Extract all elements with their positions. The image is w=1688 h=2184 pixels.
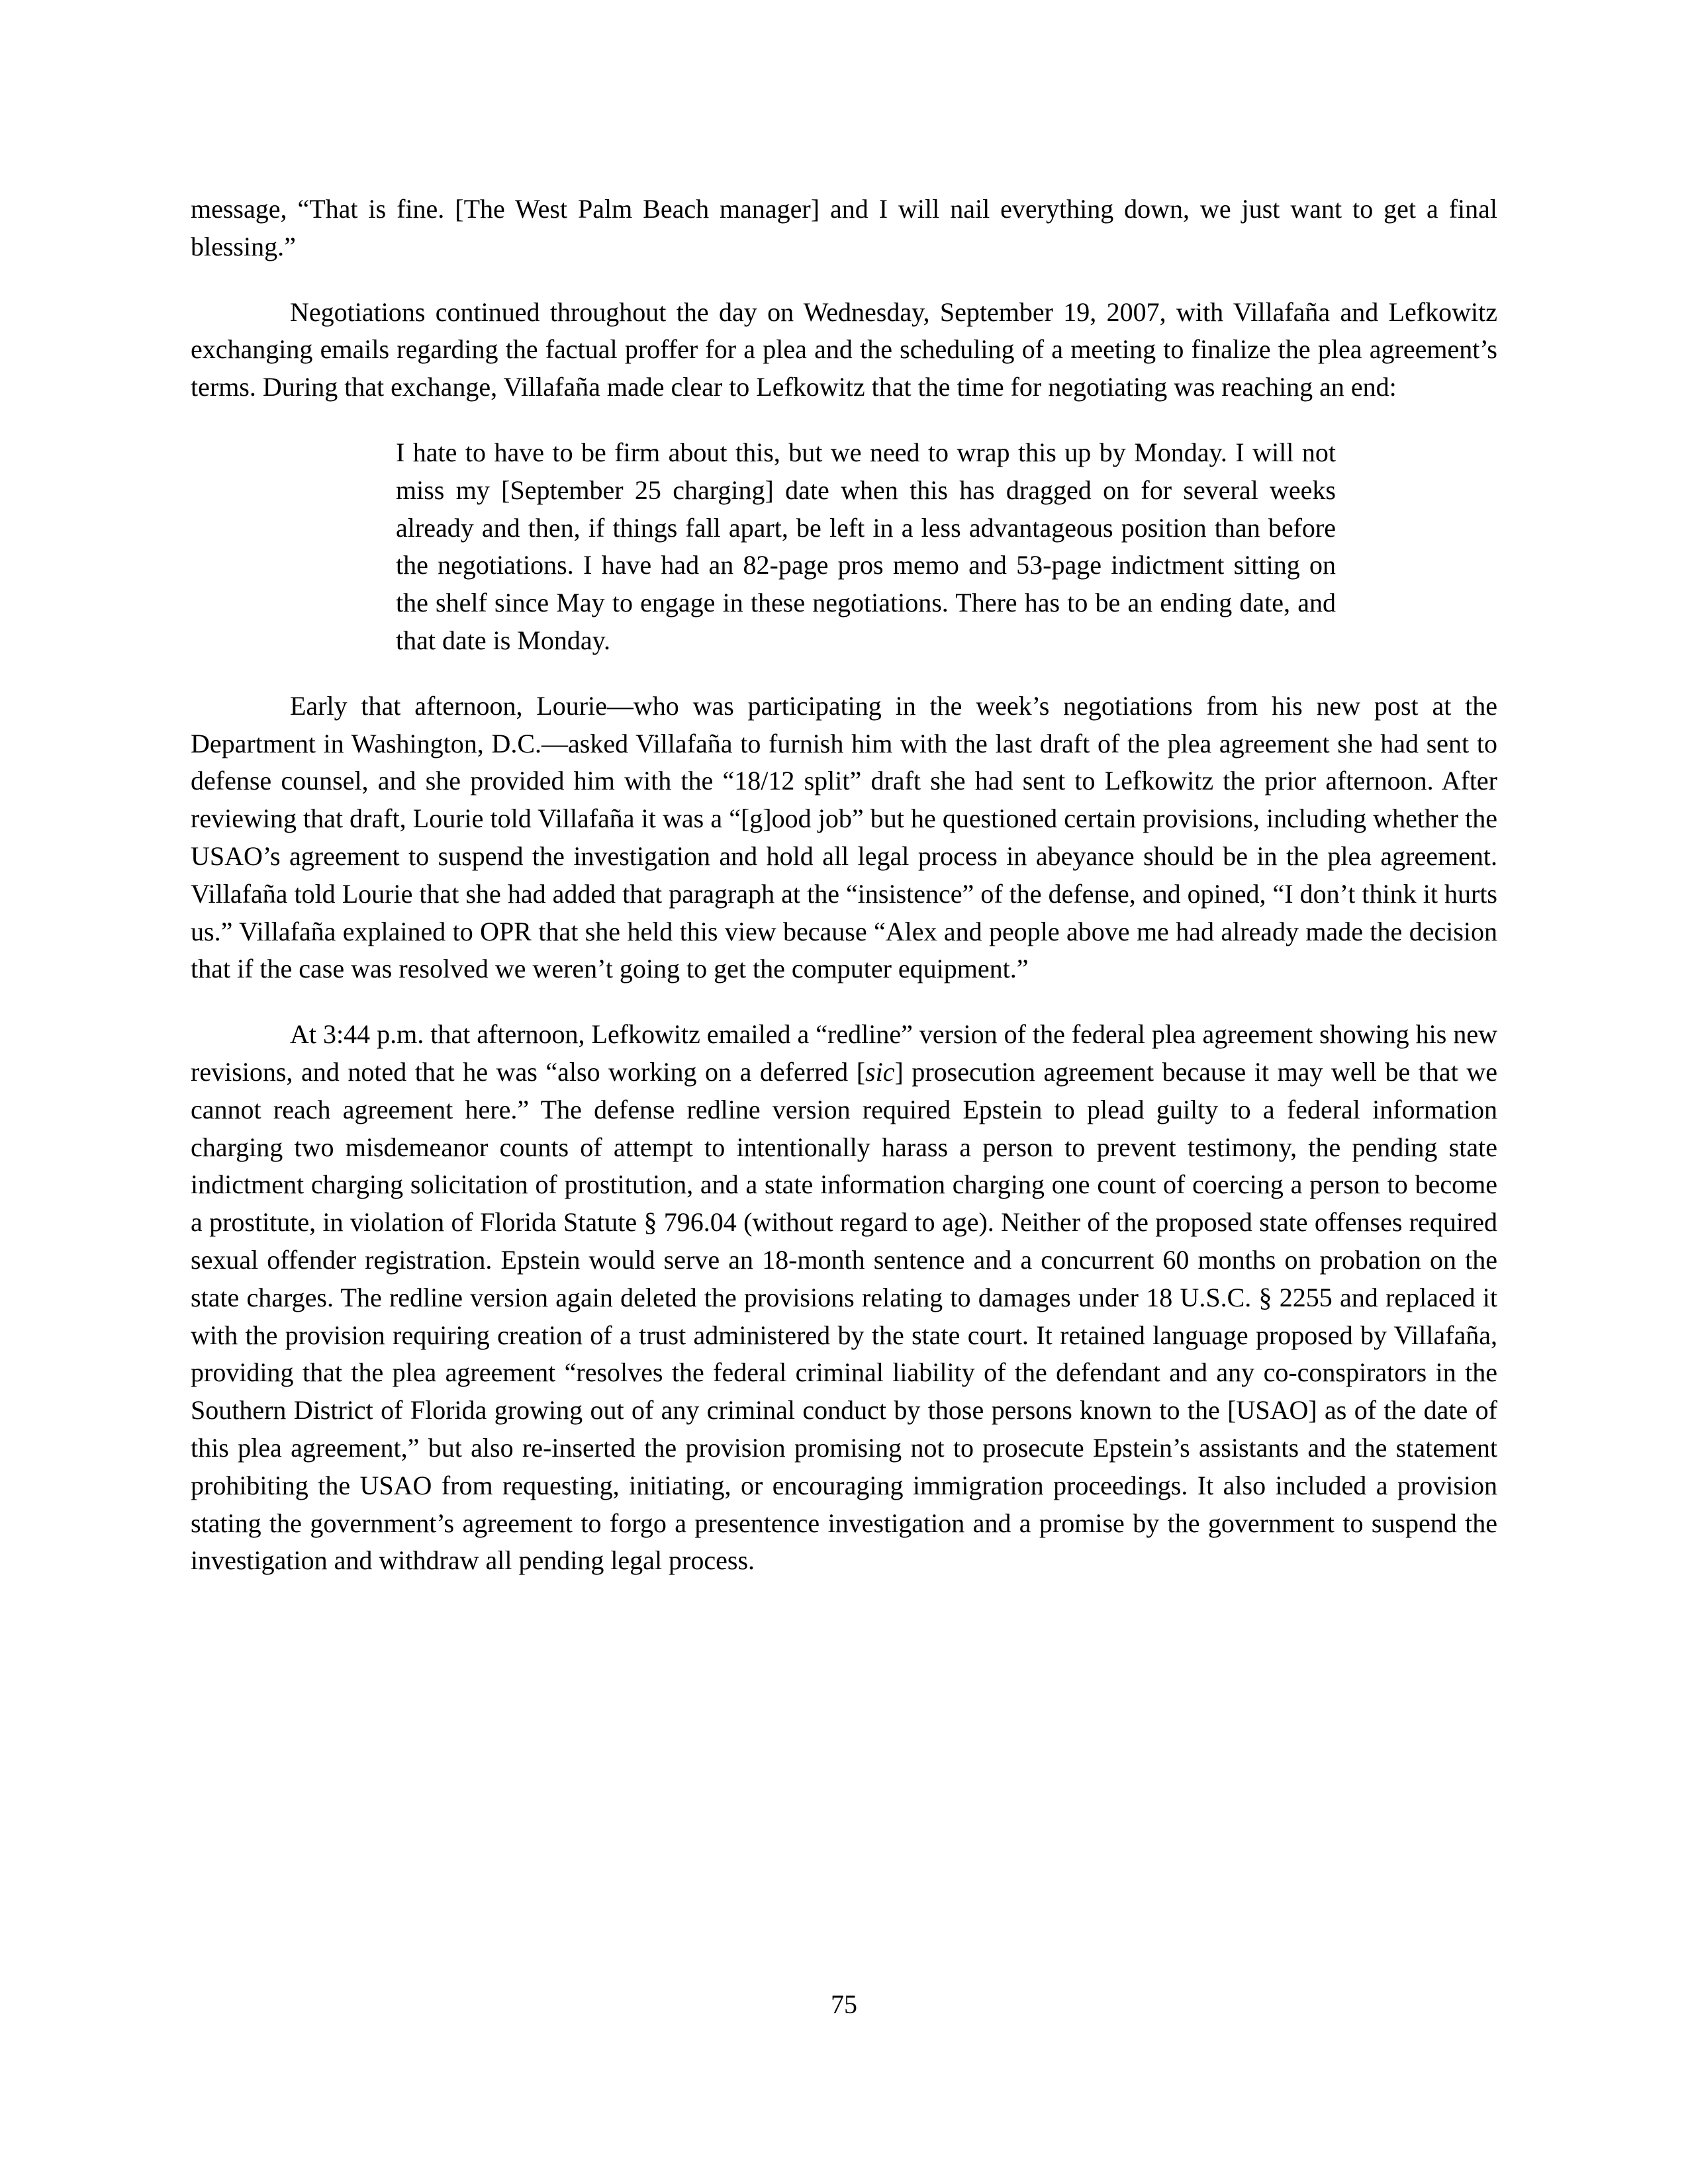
paragraph-early-that-afternoon: Early that afternoon, Lourie—who was participating in the week’s negotiations from his new post at the Department in Washington, D.C.—asked Villafaña to furnish him with the last draft of the plea agreement she had sent to defense counsel, and she provided him with the “18/12 split” draft she had sent to Lefkowitz the prior afternoon. After reviewing that draft, Lourie told Villafaña it was a “[g]ood job” but he questioned certain provisions, including whether the USAO’s agreement to suspend the investigation and hold all legal process in abeyance should be in the plea agreement. Villafaña told Lourie that she had added that paragraph at the “insistence” of the defense, and opined, “I don’t think it hurts us.” Villafaña explained to OPR that she held this view because “Alex and people above me had already made the decision that if the case was resolved we weren’t going to get the computer equipment.” bbox=[191, 690, 1497, 984]
page-number: 75 bbox=[831, 1989, 857, 2019]
paragraph-redline-part2: ] prosecution agreement because it may well be that we cannot reach agreement here.” The defense redline version required Epstein to plead guilty to a federal information charging two misdemeanor counts of attempt to intentionally harass a person to prevent testimony, the pending state indictment charging solicitation of prostitution, and a state information charging one count of coercing a person to become a prostitute, in violation of Florida Statute § 796.04 (without regard to age). Neither of the proposed state offenses required sexual offender registration. Epstein would serve an 18-month sentence and a concurrent 60 months on probation on the state charges. The redline version again deleted the provisions relating to damages under 18 U.S.C. § 2255 and replaced it with the provision requiring creation of a trust administered by the state court. It retained language proposed by Villafaña, providing that the plea agreement “resolves the federal criminal liability of the defendant and any co-conspirators in the Southern District of Florida growing out of any criminal conduct by those persons known to the [USAO] as of the date of this plea agreement,” but also re-inserted the provision promising not to prosecute Epstein’s assistants and the statement prohibiting the USAO from requesting, initiating, or encouraging immigration proceedings. It also included a provision stating the government’s agreement to forgo a presentence investigation and a promise by the government to suspend the investigation and withdraw all pending legal process. bbox=[191, 1056, 1497, 1576]
document-body bbox=[191, 191, 1497, 1608]
paragraph-redline-version bbox=[191, 1016, 1497, 1580]
block-quote-villafana-email: I hate to have to be firm about this, but we need to wrap this up by Monday. I will not miss my [September 25 charging] date when this has dragged on for several weeks already and then, if things fall apart, be left in a less advantageous position than before the negotiations. I have had an 82-page pros memo and 53-page indictment sitting on the shelf since May to engage in these negotiations. There has to be an ending date, and that date is Monday. bbox=[396, 437, 1336, 655]
paragraph-redline-part1: At 3:44 p.m. that afternoon, Lefkowitz emailed a “redline” version of the federal plea agreement showing his new revisions, and noted that he was “also working on a deferred [ bbox=[191, 1019, 1497, 1087]
paragraph-negotiations-continued: Negotiations continued throughout the day on Wednesday, September 19, 2007, with Villafaña and Lefkowitz exchanging emails regarding the factual proffer for a plea and the scheduling of a meeting to finalize the plea agreement’s terms. During that exchange, Villafaña made clear to Lefkowitz that the time for negotiating was reaching an end: bbox=[191, 296, 1497, 402]
paragraph-redline-sic: sic bbox=[865, 1056, 895, 1087]
paragraph-continuation: message, “That is fine. [The West Palm Beach manager] and I will nail everything down, we just want to get a final blessing.” bbox=[191, 194, 1497, 261]
